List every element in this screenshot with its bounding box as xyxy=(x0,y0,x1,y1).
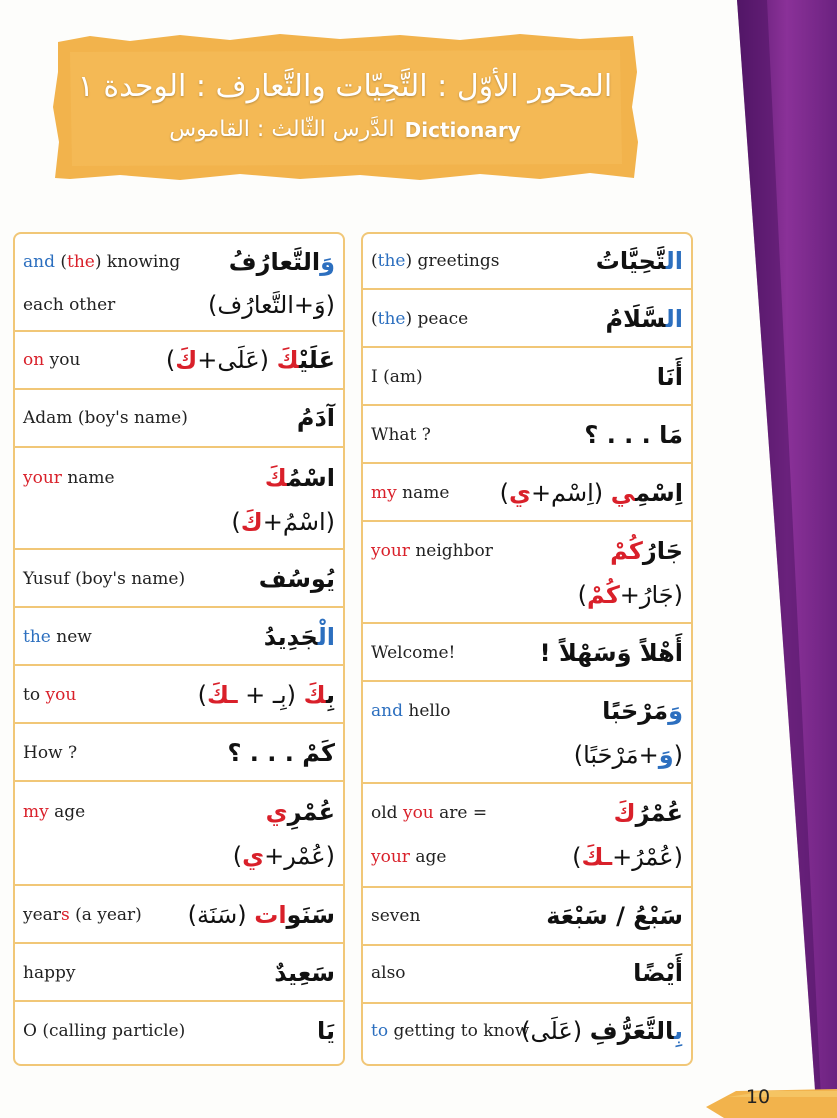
dictionary-entry xyxy=(15,1002,343,1064)
dictionary-entry xyxy=(15,550,343,608)
english-term: the new xyxy=(23,627,92,647)
arabic-term: سَبْعُ / سَبْعَة xyxy=(546,902,683,930)
arabic-term: وَمَرْحَبًا xyxy=(602,697,683,725)
english-term: Yusuf (boy's name) xyxy=(23,569,186,589)
arabic-term: أَيْضًا xyxy=(633,959,683,987)
arabic-term: اِسْمِي (اِسْم+ي) xyxy=(499,479,683,507)
dictionary-column-right xyxy=(361,232,693,1066)
arabic-term: الْجَدِيدُ xyxy=(263,623,335,651)
english-term: seven xyxy=(371,906,421,926)
arabic-term: وَالتَّعارُفُ xyxy=(228,248,335,276)
arabic-term: جَارُكُمْ xyxy=(610,537,683,565)
arabic-term: أَهْلاً وَسَهْلاً ! xyxy=(539,639,683,667)
arabic-term: (عُمْر+ي) xyxy=(232,842,335,870)
dictionary-entry xyxy=(15,782,343,886)
arabic-term: أَنَا xyxy=(656,363,683,391)
arabic-term: كَمْ . . . ؟ xyxy=(227,739,335,767)
page-number: 10 xyxy=(745,1086,771,1108)
arabic-term: يَا xyxy=(316,1017,335,1045)
arabic-term: مَا . . . ؟ xyxy=(584,421,683,449)
arabic-term: عَلَيْكَ (عَلَى+كَ) xyxy=(165,346,335,374)
english-term: (the) greetings xyxy=(371,251,500,271)
dictionary-entry xyxy=(15,608,343,666)
english-term: I (am) xyxy=(371,367,423,387)
english-term: to you xyxy=(23,685,77,705)
arabic-term: يُوسُف xyxy=(258,565,335,593)
arabic-term: آدَمُ xyxy=(296,404,335,432)
dictionary-entry xyxy=(363,888,691,946)
english-term: your name xyxy=(23,468,115,488)
dictionary-entry xyxy=(15,666,343,724)
arabic-term: (وَ+مَرْحَبًا) xyxy=(573,741,683,769)
purple-page-edge xyxy=(697,0,837,1118)
english-term: old you are = xyxy=(371,803,488,823)
english-term: Adam (boy's name) xyxy=(23,408,188,428)
english-term: my name xyxy=(371,483,450,503)
english-term: your neighbor xyxy=(371,541,493,561)
dictionary-entry xyxy=(363,348,691,406)
english-term: years (a year) xyxy=(23,905,142,925)
arabic-term: (عُمْرُ+ـكَ) xyxy=(572,843,683,871)
english-term: my age xyxy=(23,802,86,822)
english-term: each other xyxy=(23,295,116,315)
arabic-term: بِالتَّعَرُّفِ (عَلَى) xyxy=(521,1017,683,1045)
dictionary-column-left xyxy=(13,232,345,1066)
arabic-term: سَعِيدٌ xyxy=(274,959,335,987)
arabic-term: (جَارُ+كُمْ) xyxy=(577,581,683,609)
english-term: also xyxy=(371,963,406,983)
dictionary-entry xyxy=(15,944,343,1002)
dictionary-entry xyxy=(15,724,343,782)
arabic-term: بِكَ (بِـ + ـكَ) xyxy=(197,681,335,709)
arabic-term: عُمْرُكَ xyxy=(613,799,683,827)
english-term: on you xyxy=(23,350,81,370)
arabic-term: سَنَوات (سَنَة) xyxy=(187,901,335,929)
english-term: happy xyxy=(23,963,76,983)
english-term: (the) peace xyxy=(371,309,469,329)
arabic-term: (اسْمُ+كَ) xyxy=(231,508,335,536)
dictionary-entry xyxy=(15,886,343,944)
english-term: and (the) knowing xyxy=(23,252,181,272)
header-banner-text xyxy=(50,32,640,182)
arabic-term: عُمْرِي xyxy=(265,798,335,826)
dictionary-entry xyxy=(363,406,691,464)
english-term: Welcome! xyxy=(371,643,456,663)
dictionary-entry xyxy=(15,390,343,448)
lesson-title-english: Dictionary xyxy=(404,118,521,142)
dictionary-entry xyxy=(363,784,691,888)
dictionary-entry xyxy=(363,522,691,624)
english-term: How ? xyxy=(23,743,78,763)
dictionary-entry xyxy=(15,448,343,550)
dictionary-entry xyxy=(363,234,691,290)
english-term: O (calling particle) xyxy=(23,1021,186,1041)
english-term: What ? xyxy=(371,425,431,445)
dictionary-entry xyxy=(363,946,691,1004)
english-term: and hello xyxy=(371,701,451,721)
dictionary-entry xyxy=(363,682,691,784)
english-term: to getting to know xyxy=(371,1021,530,1041)
arabic-term: التَّحِيَّاتُ xyxy=(595,247,683,275)
dictionary-entry xyxy=(363,290,691,348)
english-term: your age xyxy=(371,847,447,867)
dictionary-entry xyxy=(363,464,691,522)
dictionary-entry xyxy=(15,234,343,332)
dictionary-entry xyxy=(363,1004,691,1064)
lesson-title-arabic: الدَّرس الثّالث : القاموس xyxy=(169,117,395,142)
lesson-title xyxy=(169,110,520,150)
dictionary-entry xyxy=(15,332,343,390)
unit-title: المحور الأوّل : التَّحِيّات والتَّعارف : الوحدة ١ xyxy=(77,69,613,104)
dictionary-entry xyxy=(363,624,691,682)
arabic-term: اسْمُكَ xyxy=(264,464,335,492)
arabic-term: السَّلَامُ xyxy=(605,305,683,333)
arabic-term: (وَ+التَّعارُف) xyxy=(207,291,335,319)
